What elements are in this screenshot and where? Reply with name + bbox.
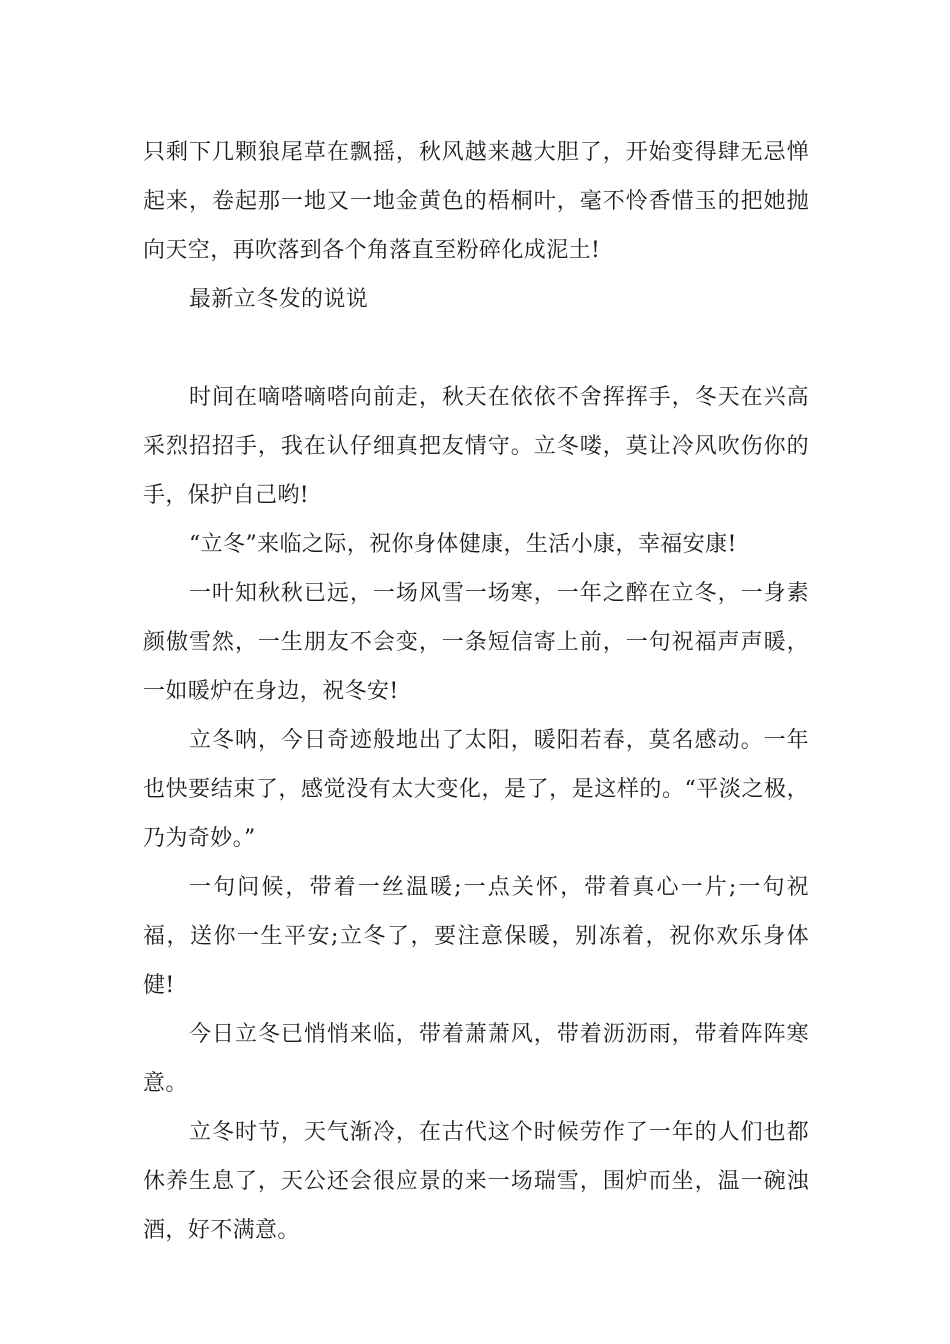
paragraph: 立冬呐，今日奇迹般地出了太阳，暖阳若春，莫名感动。一年也快要结束了，感觉没有太大变化，是了，是这样的。“平淡之极，乃为奇妙。” xyxy=(143,728,809,851)
paragraph: “立冬”来临之际，祝你身体健康，生活小康，幸福安康! xyxy=(189,532,737,557)
section-heading: 最新立冬发的说说 xyxy=(189,287,369,312)
paragraph: 时间在嘀嗒嘀嗒向前走，秋天在依依不舍挥挥手，冬天在兴高采烈招招手，我在认仔细真把友情守。立冬喽，莫让冷风吹伤你的手，保护自己哟! xyxy=(143,385,809,508)
paragraph-continued: 只剩下几颗狼尾草在飘摇，秋风越来越大胆了，开始变得肆无忌惮起来，卷起那一地又一地金黄色的梧桐叶，毫不怜香惜玉的把她抛向天空，再吹落到各个角落直至粉碎化成泥土! xyxy=(143,140,809,263)
paragraph: 今日立冬已悄悄来临，带着萧萧风，带着沥沥雨，带着阵阵寒意。 xyxy=(143,1022,809,1096)
paragraph: 一叶知秋秋已远，一场风雪一场寒，一年之醉在立冬，一身素颜傲雪然，一生朋友不会变，一条短信寄上前，一句祝福声声暖，一如暖炉在身边，祝冬安! xyxy=(143,581,809,704)
paragraph: 一句问候，带着一丝温暖;一点关怀，带着真心一片;一句祝福，送你一生平安;立冬了，要注意保暖，别冻着，祝你欢乐身体健! xyxy=(143,875,809,998)
paragraph: 立冬时节，天气渐冷，在古代这个时候劳作了一年的人们也都休养生息了，天公还会很应景的来一场瑞雪，围炉而坐，温一碗浊酒，好不满意。 xyxy=(143,1120,809,1243)
document-body xyxy=(143,128,809,1255)
